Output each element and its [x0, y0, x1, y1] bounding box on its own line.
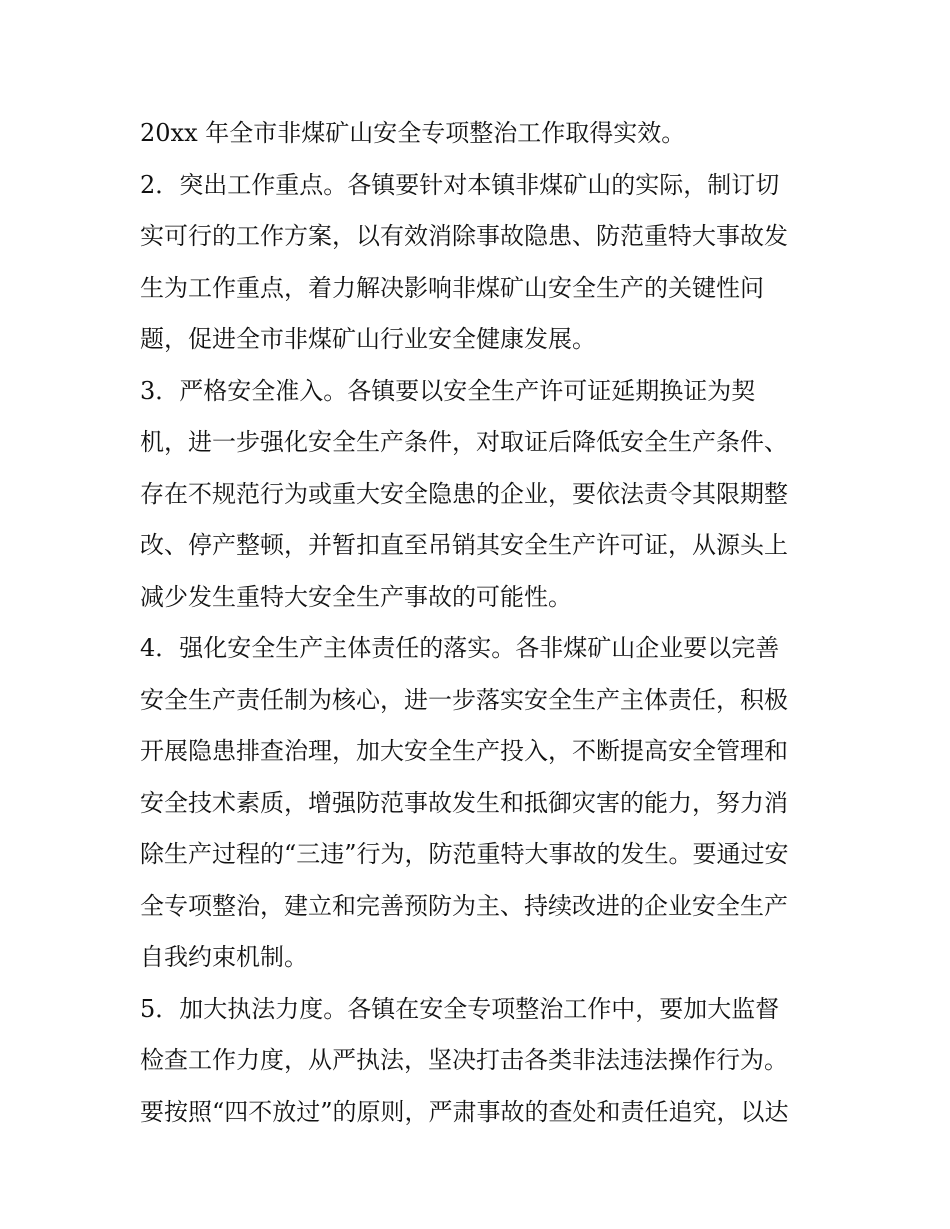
text-line: 生为工作重点，着力解决影响非煤矿山安全生产的关键性问: [140, 273, 764, 302]
text-line: 安全技术素质，增强防范事故发生和抵御灾害的能力，努力消: [140, 788, 788, 817]
text-line: 全专项整治，建立和完善预防为主、持续改进的企业安全生产: [140, 891, 788, 920]
text-line: 改、停产整顿，并暂扣直至吊销其安全生产许可证，从源头上: [140, 531, 788, 559]
document-body: [140, 108, 820, 1138]
text-line: 2．突出工作重点。各镇要针对本镇非煤矿山的实际，制订切: [140, 170, 780, 199]
text-line: 机，进一步强化安全生产条件，对取证后降低安全生产条件、: [140, 428, 788, 456]
text-line: 实可行的工作方案，以有效消除事故隐患、防范重特大事故发: [140, 222, 788, 250]
text-line: 除生产过程的“三违”行为，防范重特大事故的发生。要通过安: [140, 840, 789, 868]
text-line: 20xx 年全市非煤矿山安全专项整治工作取得实效。: [140, 119, 686, 147]
text-line: 题，促进全市非煤矿山行业安全健康发展。: [140, 325, 596, 353]
text-line: 检查工作力度，从严执法，坚决打击各类非法违法操作行为。: [140, 1046, 788, 1074]
text-line: 3．严格安全准入。各镇要以安全生产许可证延期换证为契: [140, 376, 756, 405]
text-line: 安全生产责任制为核心，进一步落实安全生产主体责任，积极: [140, 685, 788, 714]
text-line: 要按照“四不放过”的原则，严肃事故的查处和责任追究，以达: [140, 1097, 789, 1126]
text-line: 减少发生重特大安全生产事故的可能性。: [140, 582, 572, 611]
text-line: 自我约束机制。: [140, 943, 308, 971]
text-line: 开展隐患排查治理，加大安全生产投入，不断提高安全管理和: [140, 737, 788, 765]
text-line: 4．强化安全生产主体责任的落实。各非煤矿山企业要以完善: [140, 634, 780, 662]
text-line: 5．加大执法力度。各镇在安全专项整治工作中，要加大监督: [140, 994, 780, 1023]
text-line: 存在不规范行为或重大安全隐患的企业，要依法责令其限期整: [140, 479, 788, 508]
